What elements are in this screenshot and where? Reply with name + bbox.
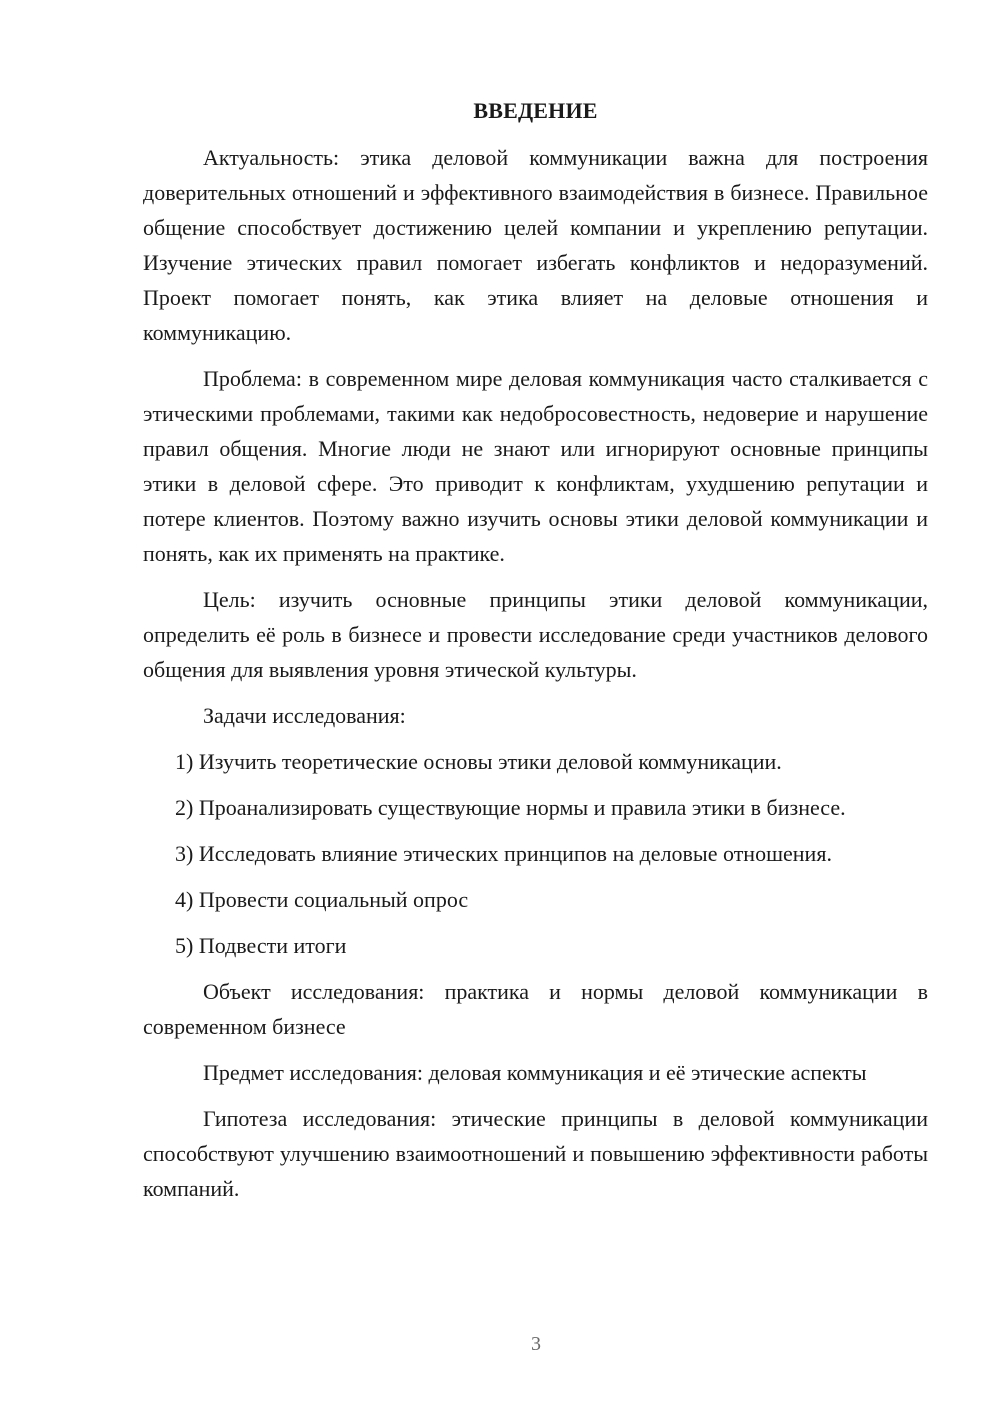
task-item-2: 2) Проанализировать существующие нормы и правила этики в бизнесе. bbox=[175, 795, 846, 820]
task-item-4: 4) Провести социальный опрос bbox=[175, 887, 469, 912]
paragraph-subject: Предмет исследования: деловая коммуникация и её этические аспекты bbox=[203, 1060, 867, 1085]
paragraph-hypothesis: Гипотеза исследования: этические принципы в деловой коммуникации способствуют улучшению взаимоотношений и повышению эффективности работы компаний. bbox=[143, 1106, 928, 1201]
task-item-5: 5) Подвести итоги bbox=[175, 933, 347, 958]
page-number: 3 bbox=[531, 1333, 541, 1355]
section-title: ВВЕДЕНИЕ bbox=[473, 98, 598, 123]
tasks-heading: Задачи исследования: bbox=[203, 703, 406, 728]
task-item-1: 1) Изучить теоретические основы этики деловой коммуникации. bbox=[175, 749, 782, 774]
paragraph-goal: Цель: изучить основные принципы этики деловой коммуникации, определить её роль в бизнесе и провести исследование среди участников делового общения для выявления уровня этической культуры. bbox=[143, 587, 928, 682]
document-page bbox=[143, 96, 928, 1217]
paragraph-relevance: Актуальность: этика деловой коммуникации важна для построения доверительных отношений и эффективного взаимодействия в бизнесе. Правильное общение способствует достижению целей компании и укреплению репутации. Изучение этических правил помогает избегать конфликтов и недоразумений. Проект помогает понять, как этика влияет на деловые отношения и коммуникацию. bbox=[143, 145, 928, 345]
task-item-3: 3) Исследовать влияние этических принципов на деловые отношения. bbox=[175, 841, 832, 866]
paragraph-object: Объект исследования: практика и нормы деловой коммуникации в современном бизнесе bbox=[143, 979, 928, 1039]
paragraph-problem: Проблема: в современном мире деловая коммуникация часто сталкивается с этическими проблемами, такими как недобросовестность, недоверие и нарушение правил общения. Многие люди не знают или игнорируют основные принципы этики в деловой сфере. Это приводит к конфликтам, ухудшению репутации и потере клиентов. Поэтому важно изучить основы этики деловой коммуникации и понять, как их применять на практике. bbox=[143, 366, 928, 566]
